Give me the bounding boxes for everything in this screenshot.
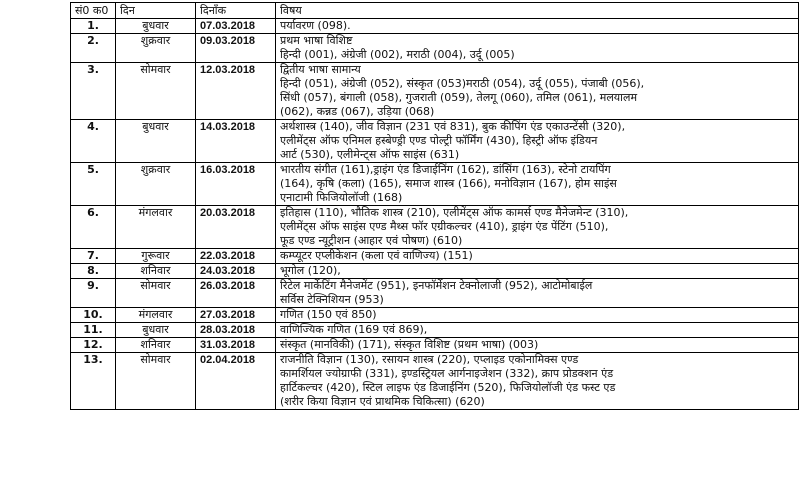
table-row [71, 120, 799, 163]
serial-number-cell: 8. [71, 264, 116, 279]
date-cell: 22.03.2018 [196, 249, 276, 264]
subject-line: एलीमेंट्स ऑफ साइंस एण्ड मैथ्स फॉर एग्रीकल्चर (410), ड्राइंग एंड पेंटिंग (510), [280, 220, 609, 233]
day-cell: सोमवार [116, 279, 196, 308]
table-row [71, 308, 799, 323]
serial-number-cell: 9. [71, 279, 116, 308]
header-row [71, 3, 799, 19]
subject-line: आर्ट (530), एलीमेन्ट्स ऑफ साइंस (631) [280, 148, 460, 161]
day-cell: शुक्रवार [116, 163, 196, 206]
subject-line: प्रथम भाषा विशिष्ट [280, 34, 353, 47]
day-cell: सोमवार [116, 353, 196, 410]
table-row [71, 323, 799, 338]
subject-line: कम्प्यूटर एप्लीकेशन (कला एवं वाणिज्य) (151) [280, 249, 473, 262]
subject-cell [276, 63, 799, 120]
subject-line: संस्कृत (मानविकी) (171), संस्कृत विशिष्ट (प्रथम भाषा) (003) [280, 338, 539, 351]
serial-number-cell: 5. [71, 163, 116, 206]
subject-line: (062), कन्नड (067), उड़िया (068) [280, 105, 435, 118]
table-row [71, 279, 799, 308]
day-cell: शनिवार [116, 264, 196, 279]
subject-cell [276, 206, 799, 249]
table-header [71, 3, 799, 19]
date-cell: 12.03.2018 [196, 63, 276, 120]
date-cell: 09.03.2018 [196, 34, 276, 63]
subject-cell [276, 338, 799, 353]
subject-cell [276, 308, 799, 323]
subject-line: रिटेल मार्केटिंग मैनेजमेंट (951), इनफॉर्मेशन टेक्नोलाजी (952), आटोमोबाईल [280, 279, 593, 292]
subject-line: भूगोल (120), [280, 264, 341, 277]
subject-line: भारतीय संगीत (161),ड्राइंग एंड डिजाईनिंग (162), डांसिंग (163), स्टेनो टायपिंग [280, 163, 611, 176]
date-cell: 20.03.2018 [196, 206, 276, 249]
table-body [71, 19, 799, 410]
date-cell: 27.03.2018 [196, 308, 276, 323]
subject-line: (164), कृषि (कला) (165), समाज शास्त्र (166), मनोविज्ञान (167), होम साइंस [280, 177, 617, 190]
subject-line: कामर्शियल ज्योग्राफी (331), इण्डस्ट्रियल आर्गनाइजेशन (332), क्राप प्रोडक्शन एंड [280, 367, 614, 380]
subject-cell [276, 323, 799, 338]
table-row [71, 264, 799, 279]
subject-line: हिन्दी (001), अंग्रेजी (002), मराठी (004), उर्दू (005) [280, 48, 515, 61]
subject-line: सर्विस टेक्निशियन (953) [280, 293, 384, 306]
header-date: दिनाँक [196, 3, 276, 19]
table-row [71, 19, 799, 34]
serial-number-cell: 2. [71, 34, 116, 63]
day-cell: मंगलवार [116, 308, 196, 323]
table-row [71, 34, 799, 63]
exam-schedule-table [70, 2, 799, 410]
subject-cell [276, 19, 799, 34]
day-cell: गुरूवार [116, 249, 196, 264]
subject-cell [276, 264, 799, 279]
subject-line: पर्यावरण (098). [280, 19, 351, 32]
date-cell: 28.03.2018 [196, 323, 276, 338]
table-row [71, 353, 799, 410]
serial-number-cell: 1. [71, 19, 116, 34]
subject-line: अर्थशास्त्र (140), जीव विज्ञान (231 एवं 831), बुक कीपिंग एंड एकाउन्टेंसी (320), [280, 120, 626, 133]
table-row [71, 206, 799, 249]
subject-line: द्वितीय भाषा सामान्य [280, 63, 361, 76]
day-cell: शुक्रवार [116, 34, 196, 63]
serial-number-cell: 6. [71, 206, 116, 249]
serial-number-cell: 3. [71, 63, 116, 120]
serial-number-cell: 10. [71, 308, 116, 323]
subject-line: हिन्दी (051), अंग्रेजी (052), संस्कृत (053)मराठी (054), उर्दू (055), पंजाबी (056), [280, 77, 645, 90]
serial-number-cell: 12. [71, 338, 116, 353]
header-day: दिन [116, 3, 196, 19]
subject-line: इतिहास (110), भौतिक शास्त्र (210), एलीमेंट्स ऑफ कामर्स एण्ड मैनेजमेन्ट (310), [280, 206, 629, 219]
subject-line: वाणिज्यिक गणित (169 एवं 869), [280, 323, 428, 336]
subject-line: फूड एण्ड न्यूट्रीशन (आहार एवं पोषण) (610) [280, 234, 463, 247]
table-row [71, 63, 799, 120]
date-cell: 02.04.2018 [196, 353, 276, 410]
subject-line: (शरीर किया विज्ञान एवं प्राथमिक चिकित्सा) (620) [280, 395, 485, 408]
day-cell: शनिवार [116, 338, 196, 353]
subject-cell [276, 249, 799, 264]
subject-line: एलीमेंट्स ऑफ एनिमल हस्बेण्ड्री एण्ड पोल्ट्री फॉर्मिंग (430), हिस्ट्री ऑफ इंडियन [280, 134, 598, 147]
serial-number-cell: 4. [71, 120, 116, 163]
subject-cell [276, 163, 799, 206]
subject-cell [276, 353, 799, 410]
header-serial-number: सं0 क0 [71, 3, 116, 19]
subject-line: हार्टिकल्चर (420), स्टिल लाइफ एंड डिजाईनिंग (520), फिजियोलॉजी एंड फस्ट एड [280, 381, 616, 394]
day-cell: मंगलवार [116, 206, 196, 249]
subject-cell [276, 34, 799, 63]
day-cell: बुधवार [116, 120, 196, 163]
date-cell: 16.03.2018 [196, 163, 276, 206]
subject-line: एनाटामी फिजियोलॉजी (168) [280, 191, 403, 204]
table-row [71, 338, 799, 353]
serial-number-cell: 7. [71, 249, 116, 264]
date-cell: 24.03.2018 [196, 264, 276, 279]
serial-number-cell: 13. [71, 353, 116, 410]
date-cell: 14.03.2018 [196, 120, 276, 163]
day-cell: बुधवार [116, 19, 196, 34]
table-row [71, 249, 799, 264]
date-cell: 26.03.2018 [196, 279, 276, 308]
subject-line: राजनीति विज्ञान (130), रसायन शास्त्र (220), एप्लाइड एकोनामिक्स एण्ड [280, 353, 579, 366]
date-cell: 31.03.2018 [196, 338, 276, 353]
date-cell: 07.03.2018 [196, 19, 276, 34]
header-subject: विषय [276, 3, 799, 19]
serial-number-cell: 11. [71, 323, 116, 338]
subject-cell [276, 120, 799, 163]
subject-line: सिंधी (057), बंगाली (058), गुजराती (059), तेलगू (060), तमिल (061), मलयालम [280, 91, 638, 104]
day-cell: सोमवार [116, 63, 196, 120]
day-cell: बुधवार [116, 323, 196, 338]
subject-line: गणित (150 एवं 850) [280, 308, 377, 321]
table-row [71, 163, 799, 206]
subject-cell [276, 279, 799, 308]
